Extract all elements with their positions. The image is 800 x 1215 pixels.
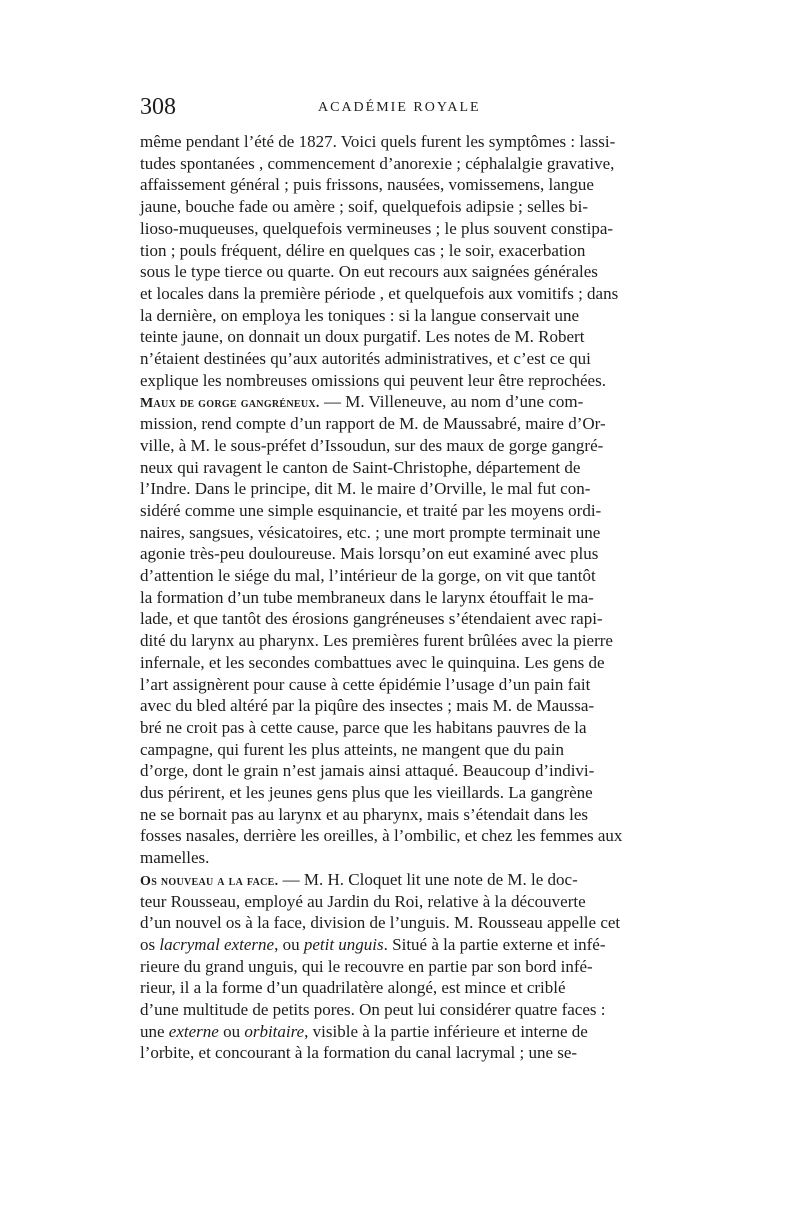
line-text: lade, et que tantôt des érosions gangréneuses s’étendaient avec rapi- xyxy=(140,609,603,629)
text-line xyxy=(140,459,664,477)
text-line xyxy=(140,589,664,607)
line-text: l’art assignèrent pour cause à cette épidémie l’usage d’un pain fait xyxy=(140,674,591,694)
text-line xyxy=(140,285,664,303)
line-text: affaissement général ; puis frissons, nausées, vomissemens, langue xyxy=(140,175,594,195)
line-text: explique les nombreuses omissions qui peuvent leur être reprochées. xyxy=(140,370,606,390)
text-line xyxy=(140,979,664,997)
text-line xyxy=(140,893,664,911)
line-text: . Situé à la partie externe et infé- xyxy=(383,934,606,954)
line-text: jaune, bouche fade ou amère ; soif, quelquefois adipsie ; selles bi- xyxy=(140,197,588,217)
italic-term: orbitaire xyxy=(244,1021,305,1041)
text-line xyxy=(140,176,664,194)
line-text: tion ; pouls fréquent, délire en quelques cas ; le soir, exacerbation xyxy=(140,240,586,260)
italic-term: petit unguis xyxy=(303,934,384,954)
page-header xyxy=(140,94,664,124)
line-text: rieure du grand unguis, qui le recouvre en partie par son bord infé- xyxy=(140,956,593,976)
text-line xyxy=(140,263,664,281)
text-line xyxy=(140,372,664,390)
line-text: d’orge, dont le grain n’est jamais ainsi attaqué. Beaucoup d’indivi- xyxy=(140,761,595,781)
text-line xyxy=(140,827,664,845)
text-line xyxy=(140,415,664,433)
line-text: rieur, il a la forme d’un quadrilatère alongé, est mince et criblé xyxy=(140,978,566,998)
text-line xyxy=(140,350,664,368)
running-title: ACADÉMIE ROYALE xyxy=(318,100,481,115)
italic-term: lacrymal externe xyxy=(159,934,275,954)
italic-term: externe xyxy=(168,1021,219,1041)
line-text: d’un nouvel os à la face, division de l’unguis. M. Rousseau appelle cet xyxy=(140,913,621,933)
text-line xyxy=(140,198,664,216)
line-text: neux qui ravagent le canton de Saint-Christophe, département de xyxy=(140,457,581,477)
text-line xyxy=(140,480,664,498)
text-line xyxy=(140,155,664,173)
text-line xyxy=(140,567,664,585)
line-text: naires, sangsues, vésicatoires, etc. ; une mort prompte terminait une xyxy=(140,522,601,542)
line-text: même pendant l’été de 1827. Voici quels furent les symptômes : lassi- xyxy=(140,132,616,151)
line-text: campagne, qui furent les plus atteints, ne mangent que du pain xyxy=(140,739,564,759)
line-text: — M. H. Cloquet lit une note de M. le doc- xyxy=(278,869,578,889)
section-heading: Maux de gorge gangréneux. xyxy=(140,396,320,412)
line-text: sous le type tierce ou quarte. On eut recours aux saignées générales xyxy=(140,262,598,282)
text-line xyxy=(140,328,664,346)
line-text: os xyxy=(140,934,160,954)
text-line xyxy=(140,741,664,759)
text-line xyxy=(140,502,664,520)
line-text: mamelles. xyxy=(140,848,210,868)
text-line xyxy=(140,762,664,780)
text-line xyxy=(140,307,664,325)
line-text: infernale, et les secondes combattues avec le quinquina. Les gens de xyxy=(140,652,605,672)
text-line xyxy=(140,437,664,455)
page-number: 308 xyxy=(140,94,176,120)
text-line xyxy=(140,936,664,954)
line-text: et locales dans la première période , et quelquefois aux vomitifs ; dans xyxy=(140,283,619,303)
line-text: agonie très-peu douloureuse. Mais lorsqu’on eut examiné avec plus xyxy=(140,544,599,564)
text-line xyxy=(140,632,664,650)
line-text: l’Indre. Dans le principe, dit M. le maire d’Orville, le mal fut con- xyxy=(140,479,591,499)
line-text: ville, à M. le sous-préfet d’Issoudun, sur des maux de gorge gangré- xyxy=(140,435,604,455)
line-text: tudes spontanées , commencement d’anorexie ; céphalalgie gravative, xyxy=(140,153,615,173)
line-text: la dernière, on employa les toniques : si la langue conservait une xyxy=(140,305,580,325)
line-text: , ou xyxy=(274,934,304,954)
line-text: teinte jaune, on donnait un doux purgatif. Les notes de M. Robert xyxy=(140,327,585,347)
line-text: n’étaient destinées qu’aux autorités administratives, et c’est ce qui xyxy=(140,349,591,368)
line-text: bré ne croit pas à cette cause, parce que les habitans pauvres de la xyxy=(140,717,587,737)
line-text: d’attention le siége du mal, l’intérieur de la gorge, on vit que tantôt xyxy=(140,566,596,585)
text-line xyxy=(140,133,664,151)
text-line xyxy=(140,1044,664,1062)
line-text: une xyxy=(140,1021,169,1041)
line-text: — M. Villeneuve, au nom d’une com- xyxy=(319,392,584,412)
text-line xyxy=(140,871,664,891)
text-line xyxy=(140,654,664,672)
line-text: ou xyxy=(218,1021,245,1041)
line-text: mission, rend compte d’un rapport de M. de Maussabré, maire d’Or- xyxy=(140,414,606,434)
line-text: sidéré comme une simple esquinancie, et traité par les moyens ordi- xyxy=(140,500,602,520)
text-line xyxy=(140,1001,664,1019)
line-text: dité du larynx au pharynx. Les premières furent brûlées avec la pierre xyxy=(140,631,613,651)
line-text: dus périrent, et les jeunes gens plus que les vieillards. La gangrène xyxy=(140,783,593,802)
text-line xyxy=(140,806,664,824)
section-heading: Os nouveau a la face. xyxy=(140,873,279,889)
text-line xyxy=(140,242,664,260)
line-text: l’orbite, et concourant à la formation du canal lacrymal ; une se- xyxy=(140,1043,578,1063)
line-text: fosses nasales, derrière les oreilles, à l’ombilic, et chez les femmes aux xyxy=(140,826,623,846)
text-line xyxy=(140,524,664,542)
text-line xyxy=(140,1023,664,1041)
text-line xyxy=(140,676,664,694)
line-text: avec du bled altéré par la piqûre des insectes ; mais M. de Maussa- xyxy=(140,696,595,716)
text-line xyxy=(140,849,664,867)
line-text: d’une multitude de petits pores. On peut lui considérer quatre faces : xyxy=(140,1000,606,1019)
line-text: teur Rousseau, employé au Jardin du Roi, relative à la découverte xyxy=(140,891,586,911)
line-text: ne se bornait pas au larynx et au pharynx, mais s’étendait dans les xyxy=(140,804,589,824)
text-line xyxy=(140,393,664,413)
line-text: la formation d’un tube membraneux dans le larynx étouffait le ma- xyxy=(140,587,594,607)
text-line xyxy=(140,220,664,238)
text-line xyxy=(140,914,664,932)
line-text: lioso-muqueuses, quelquefois vermineuses ; le plus souvent constipa- xyxy=(140,218,614,238)
text-line xyxy=(140,784,664,802)
text-line xyxy=(140,719,664,737)
text-line xyxy=(140,545,664,563)
text-line xyxy=(140,958,664,976)
line-text: , visible à la partie inférieure et interne de xyxy=(304,1021,588,1041)
text-line xyxy=(140,697,664,715)
text-line xyxy=(140,610,664,628)
